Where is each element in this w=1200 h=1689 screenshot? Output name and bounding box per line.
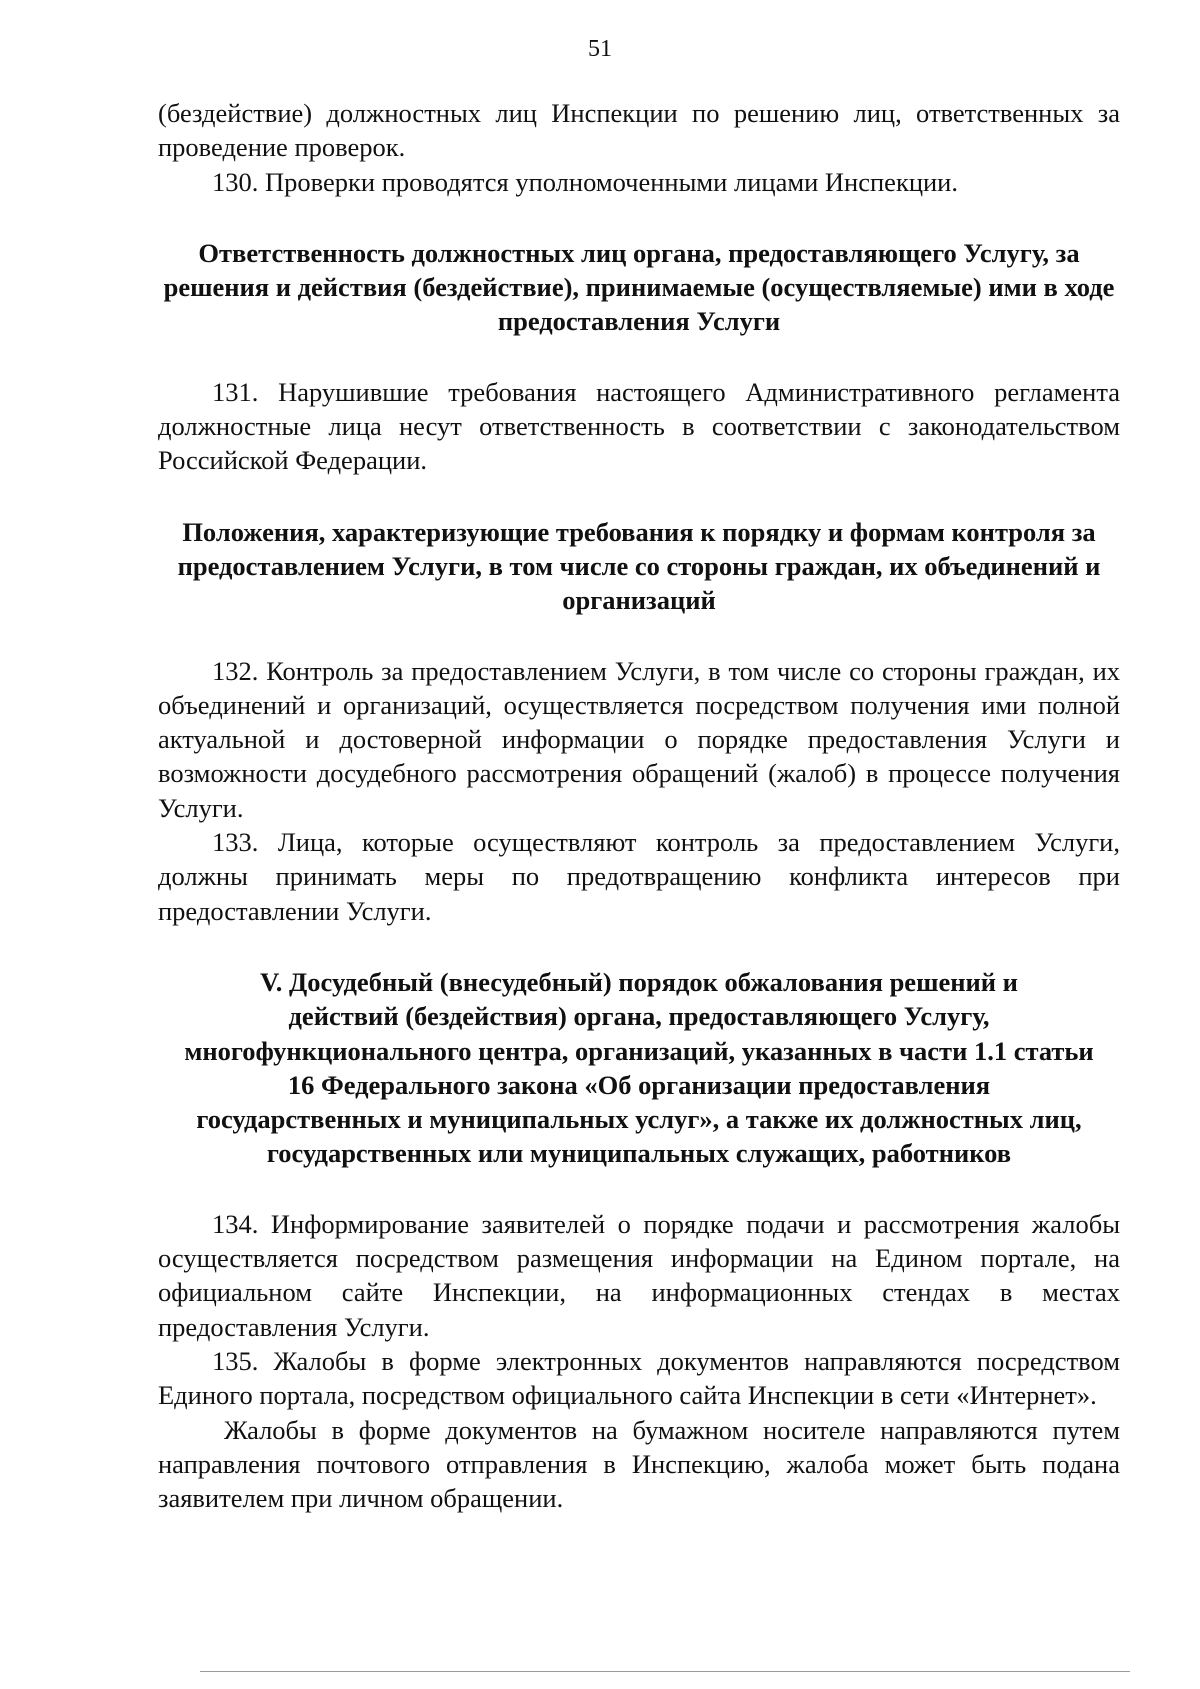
- section-heading-responsibility: Ответственность должностных лиц органа, предоставляющего Услугу, за решения и действия (бездействие), принимаемые (осуществляемые) ими в ходе предоставления Услуги: [163, 237, 1115, 337]
- paragraph-134: 134. Информирование заявителей о порядке подачи и рассмотрения жалобы осуществляется посредством размещения информации на Едином портале, на официальном сайте Инспекции, на информационных стендах в местах предоставления Услуги.: [158, 1208, 1120, 1342]
- section-heading-appeal-line: 16 Федерального закона «Об организации предоставления: [287, 1069, 991, 1100]
- spacer: [158, 478, 1120, 515]
- section-heading-control: Положения, характеризующие требования к порядку и формам контроля за предоставлением Услуги, в том числе со стороны граждан, их объединений и организаций: [177, 516, 1101, 616]
- section-heading-appeal-line: государственных или муниципальных служащих, работников: [266, 1138, 1012, 1169]
- section-heading-appeal-line: многофункционального центра, организаций, указанных в части 1.1 статьи: [184, 1035, 1094, 1066]
- section-heading-appeal-line: действий (бездействия) органа, предоставляющего Услугу,: [288, 1001, 990, 1032]
- paragraph-130: 130. Проверки проводятся уполномоченными лицами Инспекции.: [212, 166, 958, 197]
- spacer: [158, 199, 1120, 236]
- document-body: [158, 96, 1120, 1515]
- spacer: [158, 618, 1120, 654]
- paragraph-131: 131. Нарушившие требования настоящего Административного регламента должностные лица несут ответственность в соответствии с законодательством Российской Федерации.: [158, 376, 1120, 476]
- footer-rule: [200, 1671, 1130, 1672]
- paragraph-133: 133. Лица, которые осуществляют контроль за предоставлением Услуги, должны принимать меры по предотвращению конфликта интересов при предоставлении Услуги.: [158, 827, 1120, 926]
- section-heading-appeal: [158, 965, 1120, 1171]
- paragraph-135-continuation: Жалобы в форме документов на бумажном носителе направляются путем направления почтового отправления в Инспекцию, жалоба может быть подана заявителем при личном обращении.: [158, 1414, 1120, 1514]
- spacer: [158, 928, 1120, 965]
- section-heading-appeal-line: государственных и муниципальных услуг», а также их должностных лиц,: [196, 1104, 1082, 1135]
- spacer: [158, 1171, 1120, 1207]
- spacer: [158, 339, 1120, 375]
- paragraph-continuation: (бездействие) должностных лиц Инспекции по решению лиц, ответственных за проведение проверок.: [158, 98, 1120, 163]
- paragraph-132: 132. Контроль за предоставлением Услуги, в том числе со стороны граждан, их объединений и организаций, осуществляется посредством получения ими полной актуальной и достоверной информации о порядке предоставления Услуги и возможности досудебного рассмотрения обращений (жалоб) в процессе получения Услуги.: [158, 655, 1120, 823]
- paragraph-135: 135. Жалобы в форме электронных документов направляются посредством Единого портала, посредством официального сайта Инспекции в сети «Интернет».: [158, 1345, 1120, 1411]
- section-heading-appeal-line: V. Досудебный (внесудебный) порядок обжалования решений и: [260, 966, 1018, 997]
- page-number: 51: [588, 36, 612, 62]
